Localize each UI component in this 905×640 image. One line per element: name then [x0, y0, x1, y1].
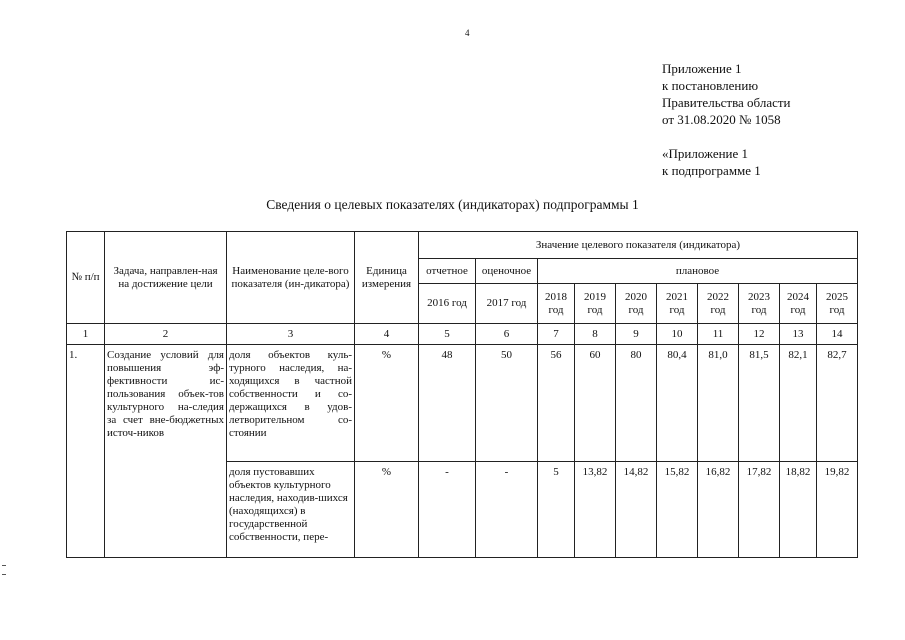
year-cell: 2017 год — [476, 284, 538, 324]
row-unit: % — [355, 345, 419, 462]
year-cell: 2025 год — [817, 284, 858, 324]
appendix-line-2: к постановлению — [662, 78, 759, 93]
year-cell: 2022 год — [698, 284, 739, 324]
header-unit: Единица измерения — [355, 232, 419, 324]
header-indicator: Наименование целе-вого показателя (ин-дикатора) — [227, 232, 355, 324]
value-cell: 82,7 — [817, 345, 858, 462]
header-planned: плановое — [538, 259, 858, 284]
column-number: 8 — [575, 324, 616, 345]
column-number: 4 — [355, 324, 419, 345]
appendix-line-3: Правительства области — [662, 95, 791, 110]
value-cell: 19,82 — [817, 462, 858, 558]
value-cell: - — [419, 462, 476, 558]
subprogram-appendix-line-1: «Приложение 1 — [662, 146, 749, 161]
year-cell: 2020 год — [616, 284, 657, 324]
page-number: 4 — [465, 28, 470, 38]
header-reported: отчетное — [419, 259, 476, 284]
year-cell: 2023 год — [739, 284, 780, 324]
value-cell: 81,5 — [739, 345, 780, 462]
value-cell: 80 — [616, 345, 657, 462]
subprogram-appendix-header — [662, 145, 761, 179]
value-cell: 50 — [476, 345, 538, 462]
value-cell: 80,4 — [657, 345, 698, 462]
appendix-line-1: Приложение 1 — [662, 61, 742, 76]
row-num: 1. — [67, 345, 105, 558]
row-indicator: доля объектов куль-турного наследия, на-ходящихся в частной собственности и со-держащихся в удов-летворительном со-стоянии — [227, 345, 355, 462]
table-row — [67, 345, 858, 462]
row-unit: % — [355, 462, 419, 558]
header-value-group: Значение целевого показателя (индикатора) — [419, 232, 858, 259]
value-cell: 48 — [419, 345, 476, 462]
column-number: 14 — [817, 324, 858, 345]
header-task: Задача, направлен-ная на достижение цели — [105, 232, 227, 324]
row-indicator: доля пустовавших объектов культурного наследия, находив-шихся (находящихся) в государственной собственности, пере- — [227, 462, 355, 558]
column-number: 7 — [538, 324, 575, 345]
column-number: 13 — [780, 324, 817, 345]
document-title: Сведения о целевых показателях (индикаторах) подпрограммы 1 — [266, 197, 639, 212]
column-number: 6 — [476, 324, 538, 345]
value-cell: 15,82 — [657, 462, 698, 558]
value-cell: 17,82 — [739, 462, 780, 558]
value-cell: 60 — [575, 345, 616, 462]
column-number: 11 — [698, 324, 739, 345]
appendix-header — [662, 60, 791, 128]
year-cell: 2016 год — [419, 284, 476, 324]
indicators-table — [66, 231, 858, 558]
scan-margin-mark — [2, 565, 6, 575]
column-number: 3 — [227, 324, 355, 345]
row-task: Создание условий для повышения эф-фективности ис-пользования объек-тов культурного на-следия за счет вне-бюджетных источ-ников — [105, 345, 227, 558]
subprogram-appendix-line-2: к подпрограмме 1 — [662, 163, 761, 178]
column-number: 12 — [739, 324, 780, 345]
column-number: 10 — [657, 324, 698, 345]
column-number: 2 — [105, 324, 227, 345]
value-cell: 5 — [538, 462, 575, 558]
column-number: 5 — [419, 324, 476, 345]
value-cell: 18,82 — [780, 462, 817, 558]
value-cell: 13,82 — [575, 462, 616, 558]
year-cell: 2019 год — [575, 284, 616, 324]
header-row-1 — [67, 232, 858, 259]
value-cell: 56 — [538, 345, 575, 462]
column-number: 9 — [616, 324, 657, 345]
column-number: 1 — [67, 324, 105, 345]
appendix-line-4: от 31.08.2020 № 1058 — [662, 112, 781, 127]
value-cell: 82,1 — [780, 345, 817, 462]
value-cell: 81,0 — [698, 345, 739, 462]
value-cell: 14,82 — [616, 462, 657, 558]
year-cell: 2024 год — [780, 284, 817, 324]
year-cell: 2018 год — [538, 284, 575, 324]
value-cell: - — [476, 462, 538, 558]
header-num: № п/п — [67, 232, 105, 324]
column-number-row — [67, 324, 858, 345]
year-cell: 2021 год — [657, 284, 698, 324]
header-estimated: оценочное — [476, 259, 538, 284]
value-cell: 16,82 — [698, 462, 739, 558]
